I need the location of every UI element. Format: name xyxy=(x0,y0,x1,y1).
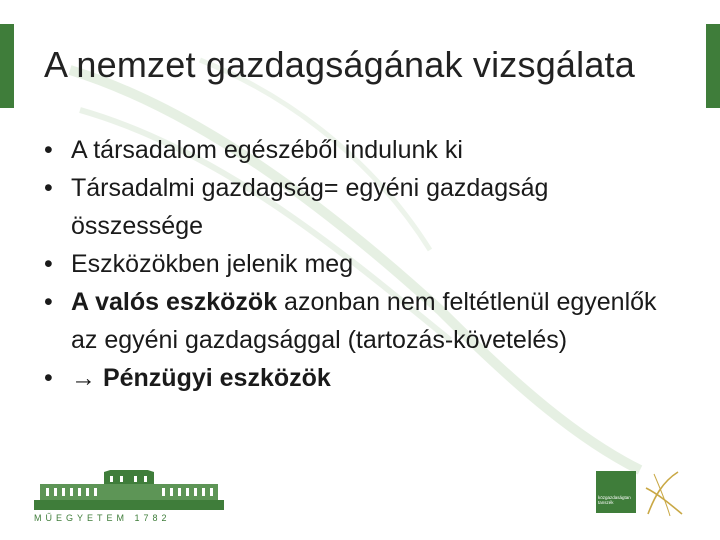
bullet-item xyxy=(44,283,674,359)
bullet-marker: • xyxy=(44,174,53,202)
bullet-item xyxy=(44,245,674,283)
university-caption: MŰEGYETEM 1782 xyxy=(34,513,171,522)
bullet-text: Eszközökben jelenik meg xyxy=(71,250,354,278)
bullet-text: azonban nem feltétlenül egyenlők az egyéni gazdagsággal (tartozás-követelés) xyxy=(71,288,657,354)
logo-line-1: közgazdaságtan xyxy=(598,495,631,500)
bullet-text: A társadalom egészéből indulunk ki xyxy=(71,136,463,164)
bullet-bold-text: A valós eszközök xyxy=(71,288,278,316)
bullet-item xyxy=(44,131,674,169)
department-logo-box xyxy=(596,471,636,513)
bullet-text: Társadalmi gazdagság= egyéni gazdagság összessége xyxy=(71,174,549,240)
bullet-marker: • xyxy=(44,250,53,278)
left-accent-bar xyxy=(0,24,14,108)
department-logo-mark xyxy=(640,468,686,518)
university-building-logo xyxy=(34,470,224,522)
bullet-marker: • xyxy=(44,288,53,316)
slide-title: A nemzet gazdagságának vizsgálata xyxy=(44,44,635,85)
logo-line-2: tanszék xyxy=(598,500,614,505)
bullet-bold-text: → Pénzügyi eszközök xyxy=(71,364,331,392)
right-accent-bar xyxy=(706,24,720,108)
bullet-item xyxy=(44,169,674,245)
bullet-marker: • xyxy=(44,136,53,164)
bullet-item xyxy=(44,359,674,397)
department-logo-text xyxy=(598,495,631,505)
bullet-list xyxy=(44,131,674,397)
bullet-marker: • xyxy=(44,364,53,392)
